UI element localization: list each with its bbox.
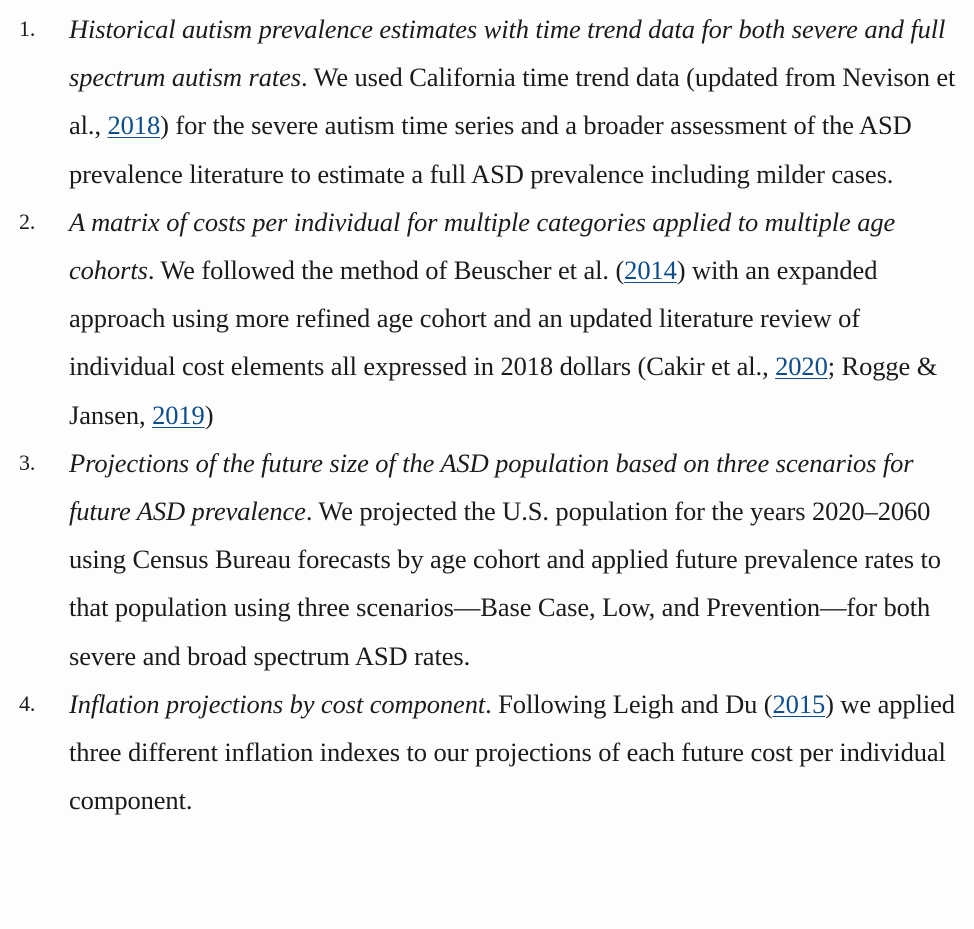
item-number: 3.	[19, 449, 36, 475]
citation-link-2018[interactable]: 2018	[107, 110, 161, 141]
item-number: 4.	[19, 690, 36, 716]
item-lead: Projections of the future size of the ASD population based on three scenarios for future ASD prevalence	[69, 447, 914, 527]
item-text: . We used California time trend data (updated from Nevison et al.,	[69, 62, 956, 141]
methods-list	[0, 5, 974, 824]
citation-link-2015[interactable]: 2015	[772, 688, 826, 719]
item-lead: Historical autism prevalence estimates with time trend data for both severe and full spectrum autism rates	[69, 14, 946, 93]
item-number: 2.	[19, 208, 36, 234]
citation-link-2014[interactable]: 2014	[624, 255, 677, 286]
item-number: 1.	[19, 16, 36, 41]
list-item	[0, 439, 974, 680]
citation-link-2020[interactable]: 2020	[775, 351, 828, 382]
list-item	[0, 198, 974, 439]
citation-link-2019[interactable]: 2019	[152, 399, 205, 430]
item-text: . We followed the method of Beuscher et al. (	[147, 255, 625, 286]
item-text: ) for the severe autism time series and a broader assessment of the ASD prevalence literature to estimate a full ASD prevalence including milder cases.	[69, 110, 912, 189]
list-item	[0, 680, 974, 825]
item-text: ) with an expanded approach using more refined age cohort and an updated literature review of individual cost elements all expressed in 2018 dollars (Cakir et al.,	[69, 255, 878, 382]
item-text: ) we applied three different inflation indexes to our projections of each future cost per individual component.	[69, 688, 955, 816]
item-text: . Following Leigh and Du (	[485, 688, 773, 719]
item-lead: Inflation projections by cost component	[69, 688, 486, 719]
item-text: )	[204, 399, 214, 430]
item-text: ; Rogge & Jansen,	[69, 351, 938, 430]
item-lead: A matrix of costs per individual for multiple categories applied to multiple age cohorts	[69, 206, 896, 286]
item-text: . We projected the U.S. population for the years 2020–2060 using Census Bureau forecasts by age cohort and applied future prevalence rates to that population using three scenarios—Base Case, Low, and Prevention—for both severe and broad spectrum ASD rates.	[69, 496, 941, 671]
list-item	[0, 5, 974, 198]
